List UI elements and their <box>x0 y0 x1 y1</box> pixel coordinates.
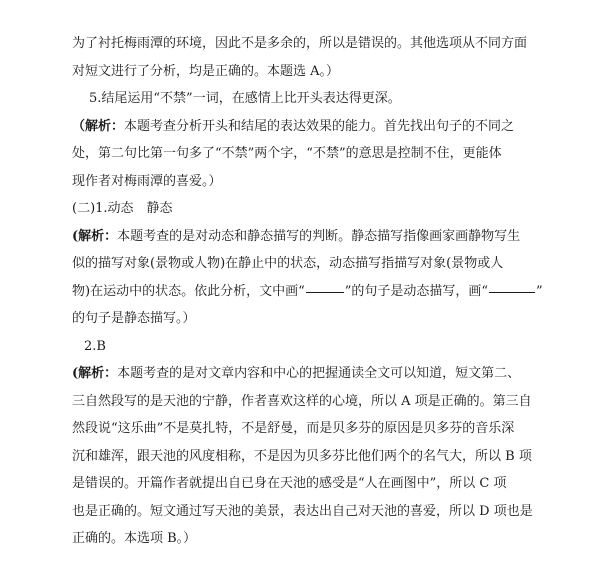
analysis-text: 本题考查分析开头和结尾的表达效果的能力。首先找出句子的不同之 <box>124 118 515 134</box>
text-line: 沉和雄浑，跟天池的风度相称，不是因为贝多芬比他们两个的名气大，所以 B 项 <box>72 448 532 464</box>
text-line: 对短文进行了分析，均是正确的。本题选 A。） <box>72 63 340 79</box>
text-segment: ” <box>536 283 543 299</box>
analysis-label: (解析： <box>72 366 118 381</box>
text-line: 三自然段写的是天池的宁静，作者喜欢这样的心境，所以 A 项是正确的。第三自 <box>72 393 532 409</box>
analysis-text: 本题考查的是对动态和静态描写的判断。静态描写指像画家画静物写生 <box>117 228 521 244</box>
underline-blank <box>306 291 344 293</box>
analysis-text: 本题考查的是对文章内容和中心的把握通读全文可以知道，短文第二、 <box>117 366 521 381</box>
analysis-5 <box>72 113 545 141</box>
text-line: 现作者对梅雨潭的喜爱。） <box>72 173 222 189</box>
text-segment: ”的句子是动态描写，画“ <box>344 283 489 299</box>
text-line: 正确的。本选项 B。） <box>72 531 197 546</box>
analysis-2-2 <box>72 360 545 388</box>
analysis-2-1 <box>72 223 545 251</box>
text-line: 然段说“这乐曲”不是莫扎特，不是舒曼，而是贝多芬的原因是贝多芬的音乐深 <box>72 421 515 436</box>
analysis-label: （解析： <box>72 118 125 134</box>
text-line: 是错误的。开篇作者就提出自已身在天池的感受是“人在画图中”，所以 C 项 <box>72 476 507 491</box>
text-line: 也是正确的。短文通过写天池的美景，表达出自己对天池的喜爱，所以 D 项也是 <box>72 503 533 519</box>
answer-5: 5.结尾运用“不禁”一词，在感情上比开头表达得更深。 <box>89 91 401 106</box>
underline-blank <box>489 291 535 293</box>
analysis-label: (解析： <box>72 228 118 244</box>
answer-2: 2.B <box>84 338 106 354</box>
text-line: 为了衬托梅雨潭的环境，因此不是多余的，所以是错误的。其他选项从不同方面 <box>72 36 528 51</box>
text-line: 处，第二句比第一句多了“不禁”两个字，“不禁”的意思是控制不住，更能体 <box>72 146 502 161</box>
text-segment: 物)在运动中的状态。依此分析，文中画“ <box>72 283 305 299</box>
text-line <box>72 278 545 306</box>
text-line: 似的描写对象(景物或人物)在静止中的状态，动态描写指描写对象(景物或人 <box>72 256 504 271</box>
text-line: 的句子是静态描写。） <box>72 311 196 326</box>
section-two-answer-1: (二)1.动态 静态 <box>72 201 173 216</box>
